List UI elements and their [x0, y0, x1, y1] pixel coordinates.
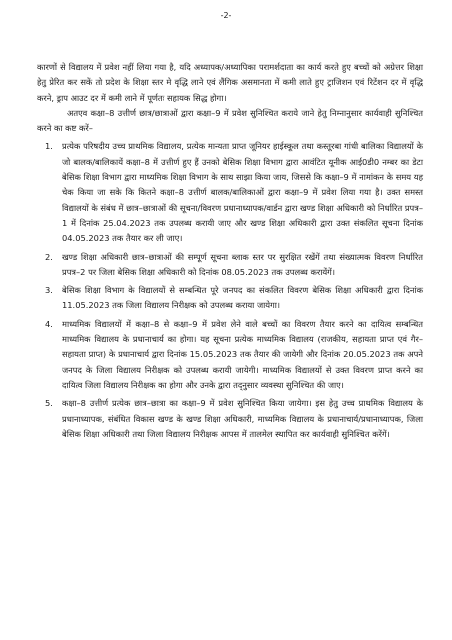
list-item-text: बेसिक शिक्षा विभाग के विद्यालयों से सम्बन्धित पूरे जनपद का संकलित विवरण बेसिक शिक्षा अधिकारी द्वारा दिनांक 11.05.2023 तक जिला विद्यालय निरीक्षक को उपलब्ध कराया जायेगा। — [62, 285, 423, 311]
lead-paragraph: अतएव कक्षा–8 उत्तीर्ण छात्र/छात्राओं द्वारा कक्षा–9 में प्रवेश सुनिश्चित कराये जाने हेतु निम्नानुसार कार्यवाही सुनिश्चित करने का कष्ट करें– — [37, 107, 423, 134]
intro-paragraph: कारणों से विद्यालय में प्रवेश नहीं लिया गया है, यदि अध्यापक/अध्यापिका परामर्शदाता का कार्य करते हुए बच्चों को अग्रेत्तर शिक्षा हेतु प्रेरित कर सकें तो प्रदेश के शिक्षा स्तर मे वृद्धि लाने एवं लैंगिक असमानता में कमी लाते हुए ट्राजिशन एवं रिटेंशन दर में वृद्धि करने, ड्राप आउट दर में कमी लाने में पूर्णतः सहायक सिद्ध होगा। — [37, 62, 423, 103]
list-item — [37, 396, 423, 442]
list-item-text: माध्यमिक विद्यालयों में कक्षा–8 से कक्षा–9 में प्रवेश लेने वाले बच्चों का विवरण तैयार करने का दायित्व सम्बन्धित माध्यमिक विद्यालय के प्रधानाचार्य का होगा। यह सूचना प्रत्येक माध्यमिक विद्यालय (राजकीय, सहायता प्राप्त एवं गैर–सहायता प्राप्त) के प्रधानाचार्य द्वारा दिनांक 15.05.2023 तक तैयार की जायेगी और दिनांक 20.05.2023 तक अपने जनपद के जिला विद्यालय निरीक्षक को उपलब्ध करायी जायेगी। माध्यमिक विद्यालयों से उक्त विवरण प्राप्त करने का दायित्व जिला विद्यालय निरीक्षक का होगा और उनके द्वारा तद्नुसार व्यवस्था सुनिश्चित की जाए। — [62, 318, 423, 390]
list-item-number: 5. — [45, 398, 53, 409]
list-item-number: 3. — [45, 285, 53, 296]
list-item-text: कक्षा–8 उत्तीर्ण प्रत्येक छात्र–छात्रा का कक्षा–9 में प्रवेश सुनिश्चित किया जायेगा। इस हेतु उच्च प्राथमिक विद्यालय के प्रधानाध्यापक, संबंधित विकास खण्ड के खण्ड शिक्षा अधिकारी, माध्यमिक विद्यालय के प्रधानाचार्य/प्रधानाध्यापक, जिला बेसिक शिक्षा अधिकारी तथा जिला विद्यालय निरीक्षक आपस में तालमेल स्थापित कर कार्यवाही सुनिश्चित करेंगें। — [62, 398, 423, 439]
document-body — [37, 60, 423, 442]
list-item — [37, 317, 423, 393]
list-item — [37, 139, 423, 246]
list-item — [37, 283, 423, 314]
instruction-list — [37, 139, 423, 442]
list-item-text: प्रत्येक परिषदीय उच्च प्राथमिक विद्यालय, प्रत्येक मान्यता प्राप्त जूनियर हाईस्कूल तथा कस्तूरबा गांधी बालिका विद्यालयों के जो बालक/बालिकायें कक्षा–8 में उत्तीर्ण हुए हैं उनको बेसिक शिक्षा विभाग द्वारा आवंटित यूनीक आई0डी0 नम्बर का डेटा बेसिक शिक्षा विभाग द्वारा माध्यमिक शिक्षा विभाग के साथ साझा किया जाय, जिससे कि कक्षा–9 में नामांकन के समय यह चेक किया जा सके कि कितने कक्षा–8 उत्तीर्ण बालक/बालिकाओं द्वारा कक्षा–9 में प्रवेश लिया गया है। उक्त समस्त विद्यालयों के संबंध में छात्र–छात्राओं की सूचना/विवरण प्रधानाध्यापक/वार्डन द्वारा खण्ड शिक्षा अधिकारी को निर्धारित प्रपत्र–1 में दिनांक 25.04.2023 तक उपलब्ध करायी जाए और खण्ड शिक्षा अधिकारी द्वारा उक्त संकलित सूचना दिनांक 04.05.2023 तक तैयार कर ली जाए। — [62, 141, 423, 244]
list-item — [37, 250, 423, 281]
list-item-number: 1. — [45, 141, 53, 152]
page-number: -2- — [220, 11, 232, 20]
list-item-text: खण्ड शिक्षा अधिकारी छात्र–छात्राओं की सम्पूर्ण सूचना ब्लाक स्तर पर सुरक्षित रखेंगें तथा संख्यात्मक विवरण निर्धारित प्रपत्र–2 पर जिला बेसिक शिक्षा अधिकारी को दिनांक 08.05.2023 तक उपलब्ध करायेंगें। — [62, 251, 423, 277]
list-item-number: 4. — [45, 318, 53, 329]
list-item-number: 2. — [45, 251, 53, 262]
